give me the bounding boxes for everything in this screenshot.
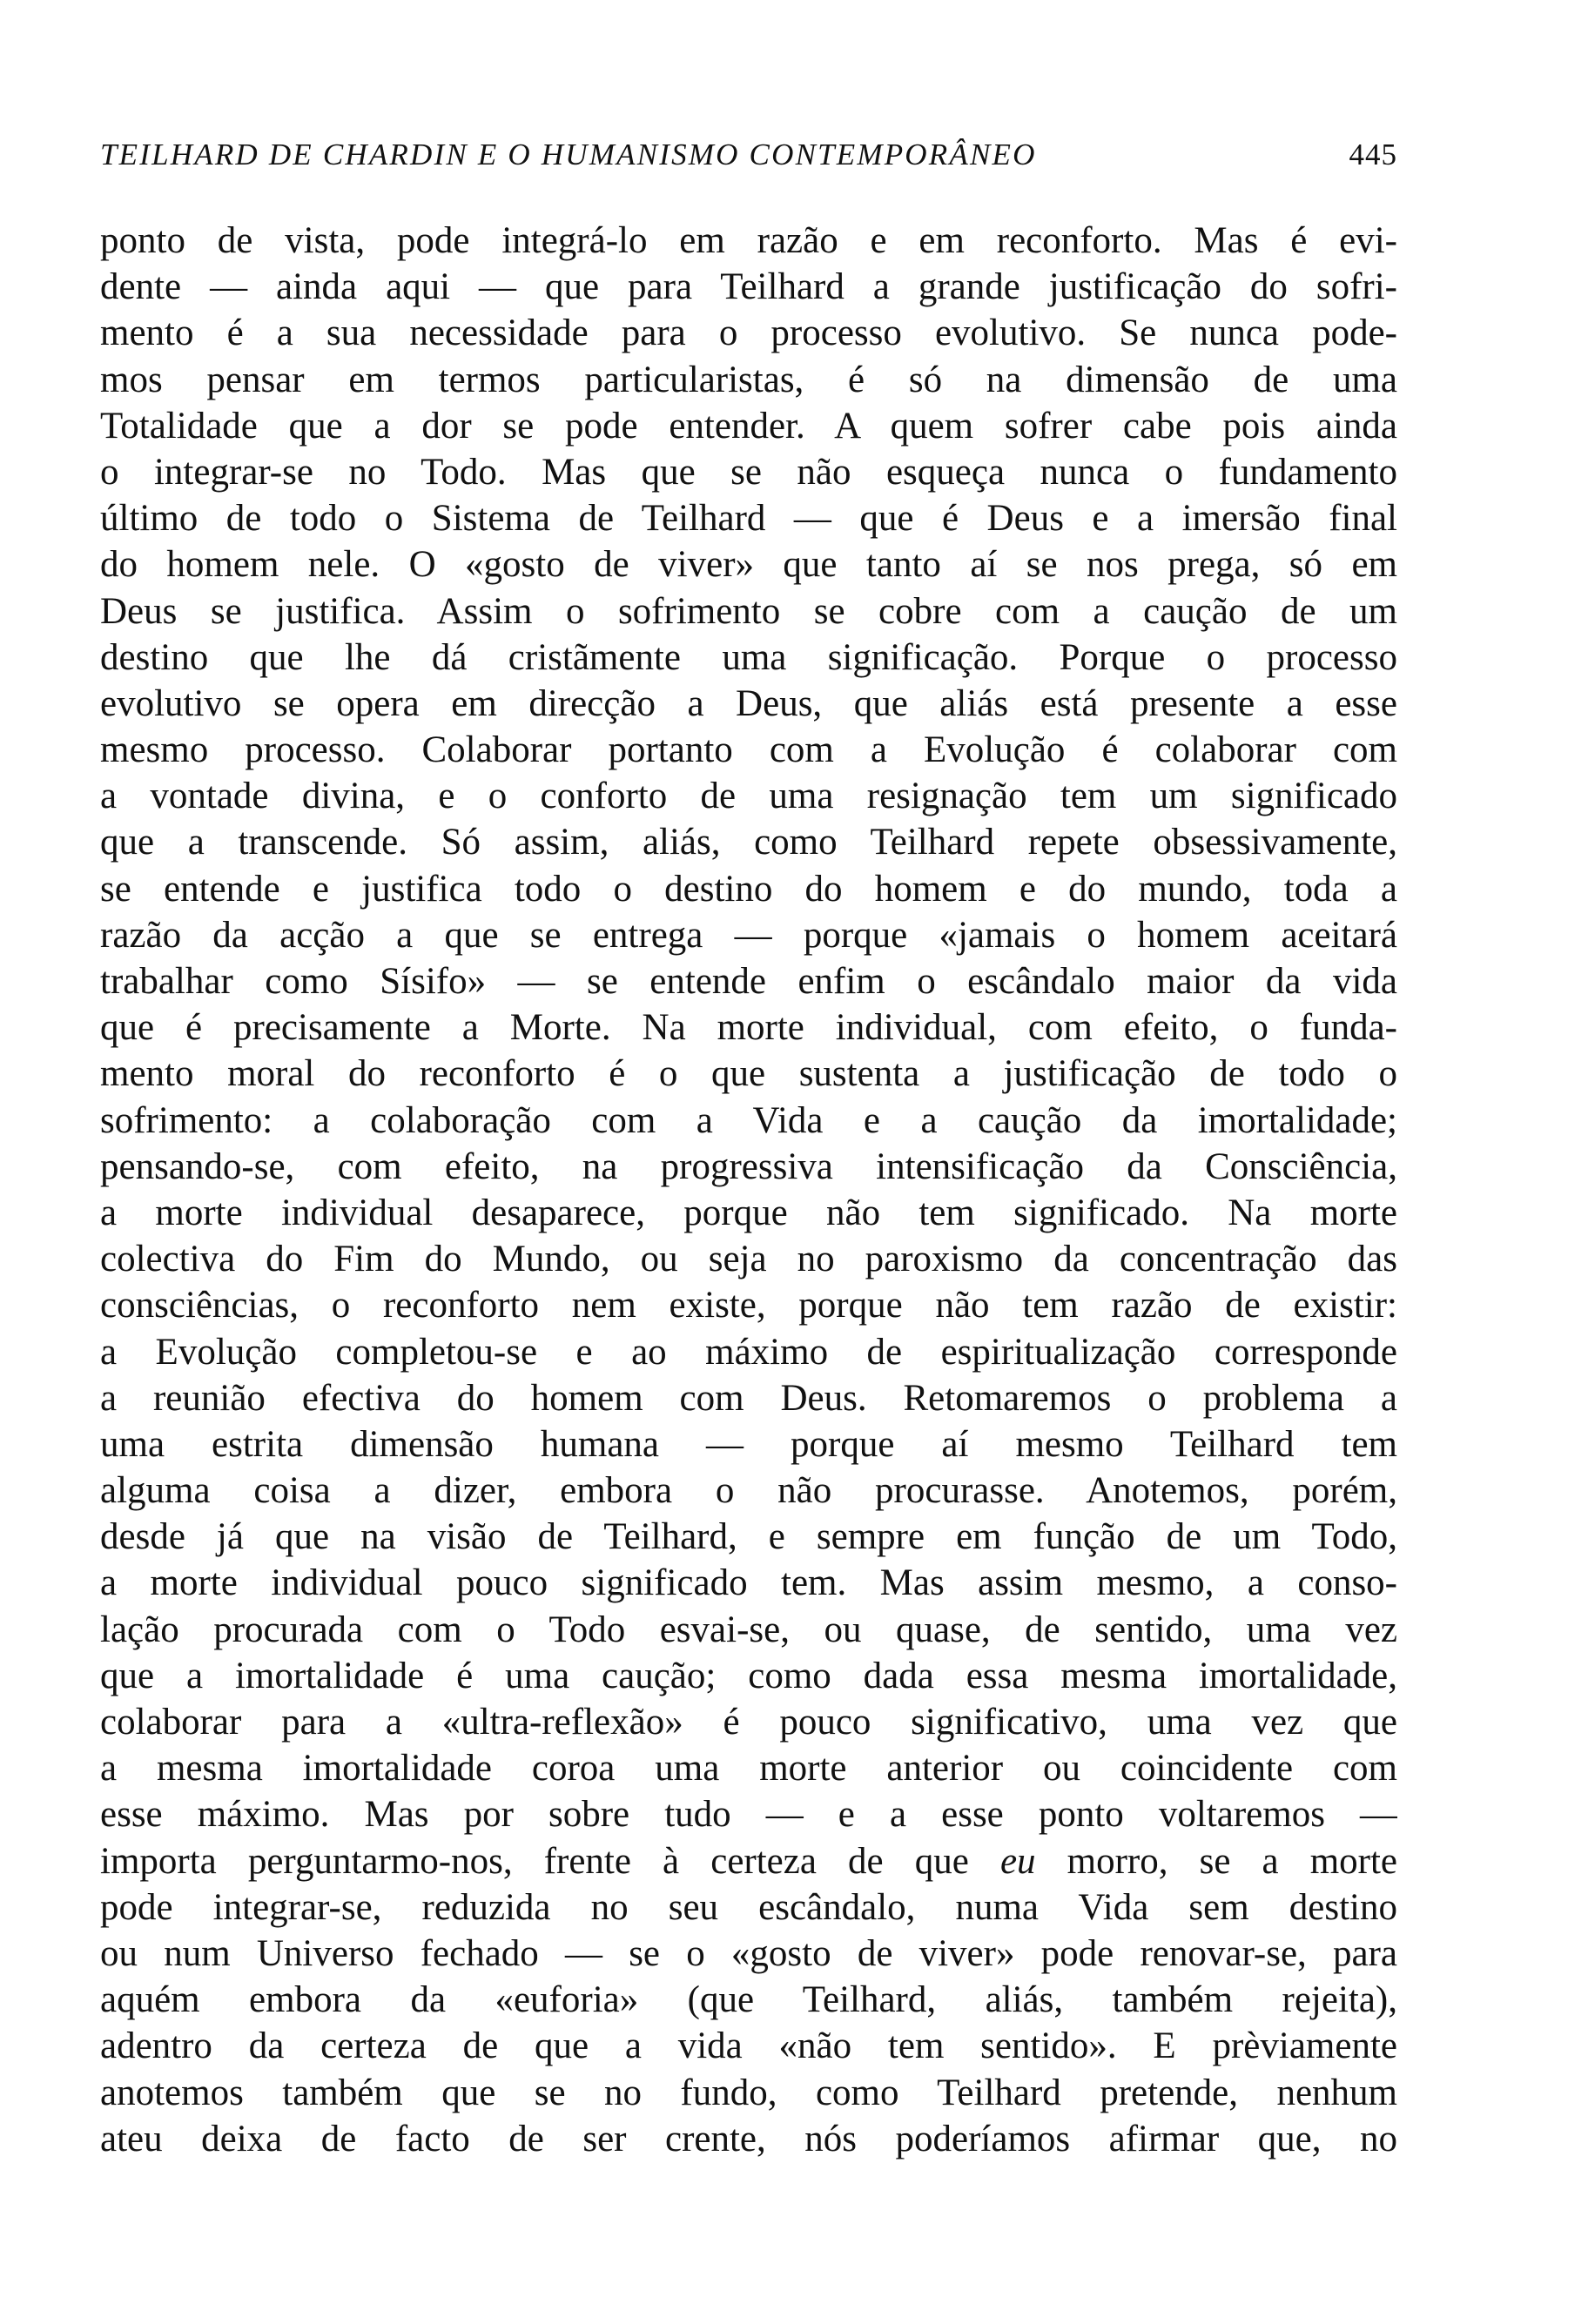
text-line: a reunião efectiva do homem com Deus. Retomaremos o problema a <box>100 1377 1397 1419</box>
text-line: Deus se justifica. Assim o sofrimento se cobre com a caução de um <box>100 590 1397 632</box>
text-line: que a transcende. Só assim, aliás, como Teilhard repete obsessivamente, <box>100 822 1397 863</box>
text-line: pode integrar-se, reduzida no seu escândalo, numa Vida sem destino <box>100 1886 1397 1928</box>
text-line: que é precisamente a Morte. Na morte individual, com efeito, o funda- <box>100 1007 1397 1049</box>
text-line: aquém embora da «euforia» (que Teilhard, aliás, também rejeita), <box>100 1979 1397 2021</box>
text-line: mesmo processo. Colaborar portanto com a Evolução é colaborar com <box>100 729 1397 771</box>
text-line: dente — ainda aqui — que para Teilhard a grande justificação do sofri- <box>100 266 1397 308</box>
text-line: razão da acção a que se entrega — porque «jamais o homem aceitará <box>100 914 1397 956</box>
text-line: mento moral do reconforto é o que sustenta a justificação de todo o <box>100 1053 1397 1095</box>
italic-word: eu <box>999 1840 1036 1882</box>
text-line: ou num Universo fechado — se o «gosto de viver» pode renovar-se, para <box>100 1932 1397 1974</box>
text-line: ateu deixa de facto de ser crente, nós poderíamos afirmar que, no <box>100 2118 1397 2159</box>
text-line: esse máximo. Mas por sobre tudo — e a esse ponto voltaremos — <box>100 1794 1397 1836</box>
text-line: lação procurada com o Todo esvai-se, ou quase, de sentido, uma vez <box>100 1609 1397 1650</box>
text-line: o integrar-se no Todo. Mas que se não esqueça nunca o fundamento <box>100 451 1397 493</box>
text-line: sofrimento: a colaboração com a Vida e a caução da imortalidade; <box>100 1099 1397 1141</box>
text-segment: morro, se a morte <box>1035 1840 1397 1882</box>
text-line: a vontade divina, e o conforto de uma resignação tem um significado <box>100 776 1397 817</box>
text-line: pensando-se, com efeito, na progressiva intensificação da Consciência, <box>100 1145 1397 1187</box>
text-segment: importa perguntarmo-nos, frente à certeza de que <box>100 1840 1000 1882</box>
text-line <box>100 1838 1397 1884</box>
text-line: a Evolução completou-se e ao máximo de espiritualização corresponde <box>100 1331 1397 1373</box>
body-paragraph <box>100 218 1397 2162</box>
text-line: consciências, o reconforto nem existe, porque não tem razão de existir: <box>100 1285 1397 1327</box>
text-line: se entende e justifica todo o destino do homem e do mundo, toda a <box>100 868 1397 910</box>
text-line: desde já que na visão de Teilhard, e sempre em função de um Todo, <box>100 1516 1397 1558</box>
text-line: ponto de vista, pode integrá-lo em razão e em reconforto. Mas é evi- <box>100 220 1397 261</box>
text-line: alguma coisa a dizer, embora o não procurasse. Anotemos, porém, <box>100 1470 1397 1512</box>
text-line: anotemos também que se no fundo, como Teilhard pretende, nenhum <box>100 2072 1397 2113</box>
text-line: mos pensar em termos particularistas, é só na dimensão de uma <box>100 359 1397 400</box>
text-line: do homem nele. O «gosto de viver» que tanto aí se nos prega, só em <box>100 544 1397 586</box>
text-line: trabalhar como Sísifo» — se entende enfim o escândalo maior da vida <box>100 961 1397 1002</box>
text-line: mento é a sua necessidade para o processo evolutivo. Se nunca pode- <box>100 312 1397 354</box>
page-number: 445 <box>1349 138 1397 171</box>
text-line: que a imortalidade é uma caução; como dada essa mesma imortalidade, <box>100 1655 1397 1696</box>
text-line: destino que lhe dá cristãmente uma significação. Porque o processo <box>100 636 1397 678</box>
text-line: último de todo o Sistema de Teilhard — que é Deus e a imersão final <box>100 498 1397 540</box>
text-line: Totalidade que a dor se pode entender. A quem sofrer cabe pois ainda <box>100 405 1397 447</box>
text-line: colaborar para a «ultra-reflexão» é pouco significativo, uma vez que <box>100 1702 1397 1743</box>
text-line: a morte individual pouco significado tem. Mas assim mesmo, a conso- <box>100 1562 1397 1604</box>
text-line: a morte individual desaparece, porque não tem significado. Na morte <box>100 1192 1397 1233</box>
text-line: a mesma imortalidade coroa uma morte anterior ou coincidente com <box>100 1748 1397 1790</box>
text-line: uma estrita dimensão humana — porque aí mesmo Teilhard tem <box>100 1423 1397 1465</box>
running-title: TEILHARD DE CHARDIN E O HUMANISMO CONTEMPORÂNEO <box>100 138 1037 171</box>
text-line: evolutivo se opera em direcção a Deus, que aliás está presente a esse <box>100 682 1397 724</box>
text-line: adentro da certeza de que a vida «não tem sentido». E prèviamente <box>100 2025 1397 2067</box>
running-head <box>100 129 1397 181</box>
text-line: colectiva do Fim do Mundo, ou seja no paroxismo da concentração das <box>100 1239 1397 1280</box>
